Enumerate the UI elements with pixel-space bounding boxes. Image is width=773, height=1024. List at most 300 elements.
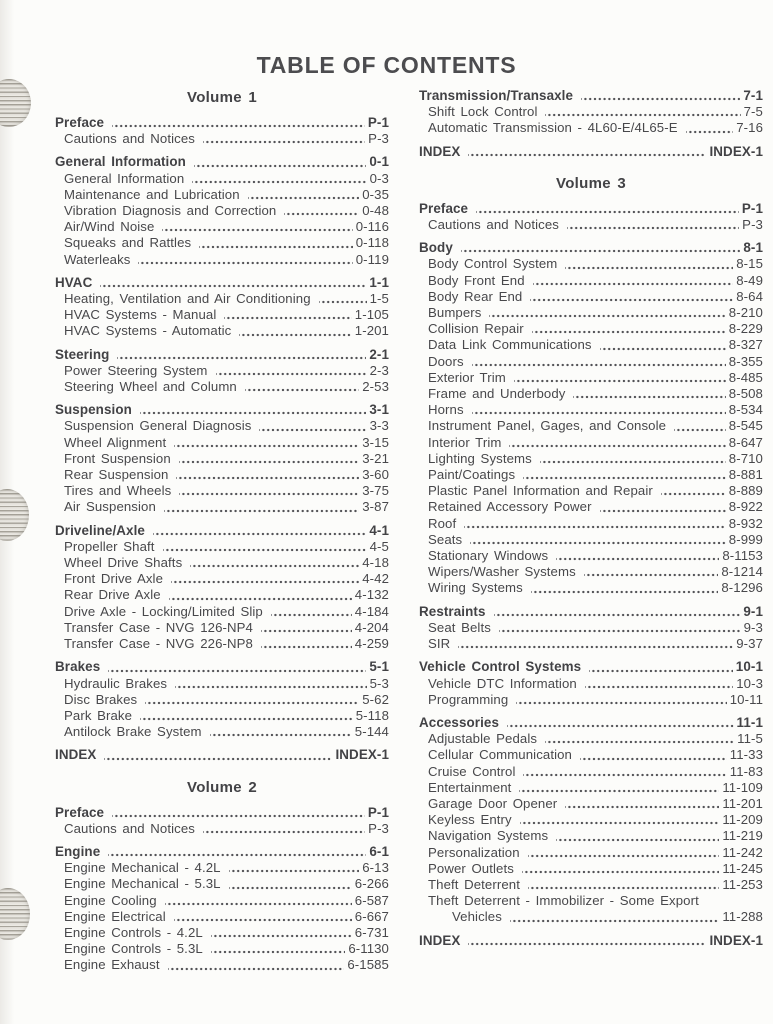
page-number: 7-1 <box>743 88 763 103</box>
page-title: TABLE OF CONTENTS <box>256 52 517 78</box>
toc-entry-row <box>55 435 389 451</box>
entry-label-line1: Theft Deterrent - Immobilizer - Some Export <box>428 893 699 909</box>
dot-leader <box>545 731 734 747</box>
entry-label: Keyless Entry <box>428 812 512 828</box>
entry-label: Horns <box>428 402 464 418</box>
toc-entry-row <box>55 499 389 515</box>
entry-label: INDEX <box>55 747 97 763</box>
dot-leader <box>468 933 706 949</box>
page-number: 9-1 <box>743 603 763 619</box>
dot-leader <box>211 941 345 957</box>
toc-entry-row <box>55 724 389 740</box>
dot-leader <box>199 235 353 251</box>
page-number: 4-1 <box>369 522 389 538</box>
dot-leader <box>556 548 719 564</box>
dot-leader <box>584 564 719 580</box>
toc-section <box>419 144 763 160</box>
page-number: 4-18 <box>362 555 389 571</box>
page-number: INDEX-1 <box>709 143 763 159</box>
dot-leader <box>108 844 366 860</box>
dot-leader <box>472 402 726 418</box>
page-number: P-3 <box>742 217 763 233</box>
toc-entry-row <box>419 780 763 796</box>
page-number: 7-16 <box>736 120 763 136</box>
toc-section-row <box>419 240 763 256</box>
toc-entry-row <box>55 555 389 571</box>
dot-leader <box>494 604 741 620</box>
toc-entry-row <box>419 861 763 877</box>
toc-entry-twoline <box>419 893 763 925</box>
entry-label: Steering <box>55 346 110 362</box>
toc-entry-row <box>419 337 763 353</box>
dot-leader <box>468 144 706 160</box>
dot-leader <box>179 451 359 467</box>
toc-section <box>419 240 763 596</box>
entry-label: HVAC Systems - Automatic <box>64 323 232 339</box>
entry-label: Hydraulic Brakes <box>64 675 168 691</box>
dot-leader <box>585 676 733 692</box>
toc-entry-row <box>55 893 389 909</box>
dot-leader <box>140 708 353 724</box>
page-number: 2-3 <box>369 362 389 378</box>
dot-leader <box>528 877 719 893</box>
page-number: 1-105 <box>354 307 389 323</box>
dot-leader <box>674 418 726 434</box>
toc-entry-row <box>55 876 389 892</box>
toc-entry-row <box>419 256 763 272</box>
toc-entry-row <box>55 957 389 973</box>
page-number: 8-64 <box>736 288 763 304</box>
page-number: 6-13 <box>362 860 389 876</box>
dot-leader <box>261 620 352 636</box>
dot-leader <box>145 692 359 708</box>
entry-label: Body Rear End <box>428 288 523 304</box>
entry-label: Engine Controls - 4.2L <box>64 924 203 940</box>
page-number: 11-209 <box>722 812 763 828</box>
dot-leader <box>138 252 352 268</box>
toc-section <box>419 201 763 233</box>
entry-label: Wipers/Washer Systems <box>428 564 576 580</box>
dot-leader <box>589 659 733 675</box>
toc-entry-row <box>55 692 389 708</box>
dot-leader <box>176 467 359 483</box>
toc-section-row <box>419 659 763 675</box>
page-number: 0-3 <box>369 170 389 186</box>
toc-section-row <box>55 844 389 860</box>
page-number: 8-485 <box>728 369 763 385</box>
dot-leader <box>169 587 352 603</box>
entry-label: Maintenance and Lubrication <box>64 186 240 202</box>
page-number: 8-355 <box>728 353 763 369</box>
toc-entry-row <box>419 532 763 548</box>
page-number: 5-62 <box>362 691 389 707</box>
entry-label: Rear Suspension <box>64 467 169 483</box>
dot-leader <box>458 636 733 652</box>
page-number: 10-11 <box>729 691 763 707</box>
volume-heading: Volume 3 <box>556 174 626 192</box>
dot-leader <box>600 337 726 353</box>
toc-section <box>55 154 389 267</box>
entry-label: Preface <box>55 115 105 130</box>
toc-entry-row <box>55 708 389 724</box>
entry-label: General Information <box>64 170 185 186</box>
toc-entry-row <box>55 379 389 395</box>
dot-leader <box>523 467 726 483</box>
page-number: 8-647 <box>728 434 763 450</box>
dot-leader <box>203 131 365 147</box>
dot-leader <box>523 764 726 780</box>
page-number: 6-1 <box>369 843 389 859</box>
entry-label: Entertainment <box>428 779 512 795</box>
entry-label: Instrument Panel, Gages, and Console <box>428 418 667 434</box>
entry-label: Bumpers <box>428 305 482 321</box>
entry-label: Personalization <box>428 844 520 860</box>
toc-entry-row <box>55 620 389 636</box>
dot-leader <box>507 715 734 731</box>
dot-leader <box>140 402 366 418</box>
page-number: 8-210 <box>728 305 763 321</box>
toc-entry-row <box>419 217 763 233</box>
page-number: 10-1 <box>735 659 763 675</box>
entry-label: Cellular Communication <box>428 747 572 763</box>
dot-leader <box>211 925 352 941</box>
entry-label: Automatic Transmission - 4L60-E/4L65-E <box>428 120 678 136</box>
page-number: 6-1130 <box>348 941 389 957</box>
entry-label: Air/Wind Noise <box>64 219 155 235</box>
binder-hole-middle <box>0 489 29 541</box>
page-number: 1-201 <box>354 323 389 339</box>
entry-label: Rear Drive Axle <box>64 587 161 603</box>
page-number: 3-3 <box>369 418 389 434</box>
dot-leader <box>565 256 733 272</box>
toc-entry-row <box>419 451 763 467</box>
toc-entry-row <box>419 676 763 692</box>
toc-entry-row <box>419 548 763 564</box>
toc-entry-row <box>419 402 763 418</box>
dot-leader <box>540 451 726 467</box>
dot-leader <box>580 747 727 763</box>
page-number: 5-118 <box>355 707 389 723</box>
toc-section-row <box>419 715 763 731</box>
entry-label: Engine Mechanical - 5.3L <box>64 876 221 892</box>
toc-column-1 <box>55 88 389 974</box>
toc-section-row <box>419 88 763 104</box>
toc-entry-row <box>55 363 389 379</box>
page-number: 8-1296 <box>721 580 763 596</box>
dot-leader <box>545 104 740 120</box>
entry-label: Garage Door Opener <box>428 795 558 811</box>
volume-heading: Volume 1 <box>187 89 257 106</box>
dot-leader <box>179 483 359 499</box>
toc-entry-row <box>419 499 763 515</box>
entry-label: Programming <box>428 691 509 707</box>
dot-leader <box>153 523 366 539</box>
dot-leader <box>229 860 360 876</box>
page-number: 0-116 <box>355 219 389 235</box>
dot-leader <box>259 418 366 434</box>
entry-label: Data Link Communications <box>428 337 592 353</box>
dot-leader <box>117 347 366 363</box>
toc-entry-row <box>55 571 389 587</box>
page-number: 8-545 <box>728 418 763 434</box>
entry-label: Stationary Windows <box>428 548 549 564</box>
dot-leader <box>112 805 365 821</box>
entry-label: Engine Controls - 5.3L <box>64 941 203 957</box>
toc-entry-row <box>419 120 763 136</box>
dot-leader <box>573 386 725 402</box>
page-number: INDEX-1 <box>709 932 763 948</box>
dot-leader <box>470 532 726 548</box>
dot-leader <box>104 747 332 763</box>
page-number: 10-3 <box>736 675 763 691</box>
toc-entry-row <box>55 291 389 307</box>
page-number: 4-132 <box>354 587 389 603</box>
toc-entry-row <box>428 909 763 925</box>
binder-hole-top <box>0 79 31 127</box>
toc-entry-row <box>55 676 389 692</box>
toc-section-row <box>419 201 763 217</box>
page-number: P-1 <box>367 115 389 130</box>
dot-leader <box>499 620 741 636</box>
toc-entry-row <box>419 321 763 337</box>
toc-entry-row <box>55 941 389 957</box>
toc-entry-row <box>55 131 389 147</box>
dot-leader <box>489 305 725 321</box>
toc-section <box>55 115 389 147</box>
entry-label: Frame and Underbody <box>428 386 566 402</box>
dot-leader <box>248 187 360 203</box>
page-number: 11-288 <box>722 909 763 925</box>
page-number: 3-87 <box>362 499 389 515</box>
dot-leader <box>112 115 365 131</box>
dot-leader <box>245 379 359 395</box>
dot-leader <box>100 275 366 291</box>
dot-leader <box>533 273 734 289</box>
entry-label: Preface <box>55 804 105 820</box>
page-number: 0-119 <box>355 251 389 267</box>
dot-leader <box>190 555 359 571</box>
entry-label: Body <box>419 240 453 256</box>
page-number: 8-1 <box>743 240 763 256</box>
entry-label: Vehicle DTC Information <box>428 675 577 691</box>
page-number: 8-49 <box>736 272 763 288</box>
page-number: 8-710 <box>728 450 763 466</box>
toc-section <box>55 659 389 740</box>
dot-leader <box>174 909 352 925</box>
entry-label: Tires and Wheels <box>64 483 172 499</box>
toc-section-row <box>55 659 389 675</box>
page-number: 6-1585 <box>347 957 389 973</box>
dot-leader <box>165 893 352 909</box>
page-number: 8-508 <box>728 386 763 402</box>
page-number: 9-3 <box>743 619 763 635</box>
page-number: 7-5 <box>743 104 763 120</box>
toc-section-row <box>55 347 389 363</box>
dot-leader <box>581 88 740 104</box>
entry-label: Engine <box>55 843 101 859</box>
dot-leader <box>163 539 367 555</box>
page-number: 2-53 <box>362 379 389 395</box>
entry-label: Transmission/Transaxle <box>419 88 574 103</box>
volume-heading: Volume 2 <box>187 778 257 796</box>
entry-label: Body Control System <box>428 256 558 272</box>
page-number: 11-83 <box>729 763 763 779</box>
dot-leader <box>531 580 719 596</box>
toc-entry-row <box>419 354 763 370</box>
page-number: 8-229 <box>728 321 763 337</box>
page-number: 6-266 <box>354 876 389 892</box>
dot-leader <box>510 909 719 925</box>
page-number: 0-118 <box>355 235 389 251</box>
toc-entry-row <box>55 323 389 339</box>
toc-entry-row <box>55 187 389 203</box>
entry-label: INDEX <box>419 932 461 948</box>
entry-label: Power Outlets <box>428 860 514 876</box>
dot-leader <box>464 516 726 532</box>
toc-entry-row <box>419 104 763 120</box>
toc-section-row <box>55 402 389 418</box>
page-number: P-3 <box>368 131 389 147</box>
dot-leader <box>174 435 359 451</box>
dot-leader <box>600 499 726 515</box>
toc-section <box>55 402 389 515</box>
toc-entry-row <box>55 235 389 251</box>
dot-leader <box>686 120 734 136</box>
dot-leader <box>565 796 719 812</box>
page-number: 2-1 <box>369 346 389 362</box>
toc-entry-row <box>419 305 763 321</box>
entry-label: Seat Belts <box>428 619 491 635</box>
entry-label: Doors <box>428 353 464 369</box>
toc-entry-row <box>55 909 389 925</box>
dot-leader <box>162 219 352 235</box>
entry-label: Squeaks and Rattles <box>64 235 192 251</box>
entry-label: Suspension <box>55 402 132 418</box>
page-number: 0-48 <box>362 203 389 219</box>
dot-leader <box>168 957 345 973</box>
page-number: 3-60 <box>362 467 389 483</box>
page-number: 8-1153 <box>722 548 763 564</box>
page-number: P-1 <box>367 804 389 820</box>
entry-label: Engine Cooling <box>64 892 157 908</box>
toc-entry-row <box>55 604 389 620</box>
page-number: 8-932 <box>728 515 763 531</box>
page-number: 11-5 <box>737 731 763 747</box>
toc-entry-row <box>419 828 763 844</box>
toc-entry-row <box>55 203 389 219</box>
dot-leader <box>519 780 719 796</box>
entry-label: SIR <box>428 636 451 652</box>
entry-label: Drive Axle - Locking/Limited Slip <box>64 603 263 619</box>
dot-leader <box>284 203 359 219</box>
dot-leader <box>532 321 726 337</box>
entry-label: Theft Deterrent <box>428 876 520 892</box>
page-number: 3-21 <box>362 450 389 466</box>
dot-leader <box>239 323 351 339</box>
entry-label: Exterior Trim <box>428 369 506 385</box>
entry-label: Power Steering System <box>64 362 208 378</box>
page-number: 4-259 <box>354 636 389 652</box>
page-number: 11-253 <box>722 876 763 892</box>
entry-label: Transfer Case - NVG 126-NP4 <box>64 619 253 635</box>
entry-label: Disc Brakes <box>64 691 138 707</box>
toc-entry-row <box>55 483 389 499</box>
page-number: 5-1 <box>369 659 389 675</box>
page-number: 6-731 <box>354 924 389 940</box>
binder-hole-bottom <box>0 888 30 940</box>
entry-label: Antilock Brake System <box>64 724 202 740</box>
page-number: 11-242 <box>722 844 763 860</box>
entry-label: Engine Exhaust <box>64 957 160 973</box>
toc-entry-row <box>419 467 763 483</box>
page-number: 8-1214 <box>721 564 763 580</box>
toc-entry-row <box>419 877 763 893</box>
entry-label: Shift Lock Control <box>428 104 538 120</box>
page-number: 6-667 <box>354 908 389 924</box>
page-number: 11-245 <box>722 860 763 876</box>
entry-label: Park Brake <box>64 707 133 723</box>
toc-section-row <box>55 805 389 821</box>
page-number: 11-201 <box>722 795 763 811</box>
dot-leader <box>216 363 367 379</box>
toc-entry-row <box>55 539 389 555</box>
page-number: 8-889 <box>728 483 763 499</box>
page-number: P-3 <box>368 820 389 836</box>
entry-label: Engine Mechanical - 4.2L <box>64 860 221 876</box>
dot-leader <box>224 307 351 323</box>
entry-label: Cautions and Notices <box>64 131 195 147</box>
toc-section <box>419 715 763 926</box>
page-number: 8-327 <box>728 337 763 353</box>
entry-label: Paint/Coatings <box>428 467 516 483</box>
dot-leader <box>567 217 739 233</box>
entry-label: Vehicles <box>452 909 502 925</box>
dot-leader <box>203 821 365 837</box>
toc-column-2 <box>419 88 763 949</box>
toc-entry-row <box>55 821 389 837</box>
toc-entry-row <box>419 636 763 652</box>
toc-entry-row <box>419 370 763 386</box>
page-number: 11-109 <box>722 779 763 795</box>
toc-section-row <box>419 144 763 160</box>
toc-section-row <box>55 154 389 170</box>
toc-entry-row <box>419 747 763 763</box>
entry-label: Accessories <box>419 714 500 730</box>
entry-label: Heating, Ventilation and Air Conditioning <box>64 291 311 307</box>
toc-entry-row <box>55 418 389 434</box>
toc-entry-row <box>55 171 389 187</box>
toc-entry-row <box>419 845 763 861</box>
page-number: 11-33 <box>729 747 763 763</box>
toc-entry-row <box>419 796 763 812</box>
dot-leader <box>192 171 366 187</box>
toc-entry-row <box>55 860 389 876</box>
toc-entry-row <box>55 636 389 652</box>
page-number: 11-1 <box>736 714 763 730</box>
page-number: 1-1 <box>369 274 389 290</box>
entry-label: General Information <box>55 154 186 170</box>
entry-label: Suspension General Diagnosis <box>64 418 252 434</box>
page-number: 3-1 <box>369 402 389 418</box>
entry-label: Vehicle Control Systems <box>419 659 582 675</box>
toc-section-row <box>55 747 389 763</box>
page-number: 5-3 <box>369 675 389 691</box>
dot-leader <box>520 812 720 828</box>
dot-leader <box>556 828 719 844</box>
toc-entry-row <box>419 289 763 305</box>
dot-leader <box>194 154 366 170</box>
entry-label: Waterleaks <box>64 251 131 267</box>
